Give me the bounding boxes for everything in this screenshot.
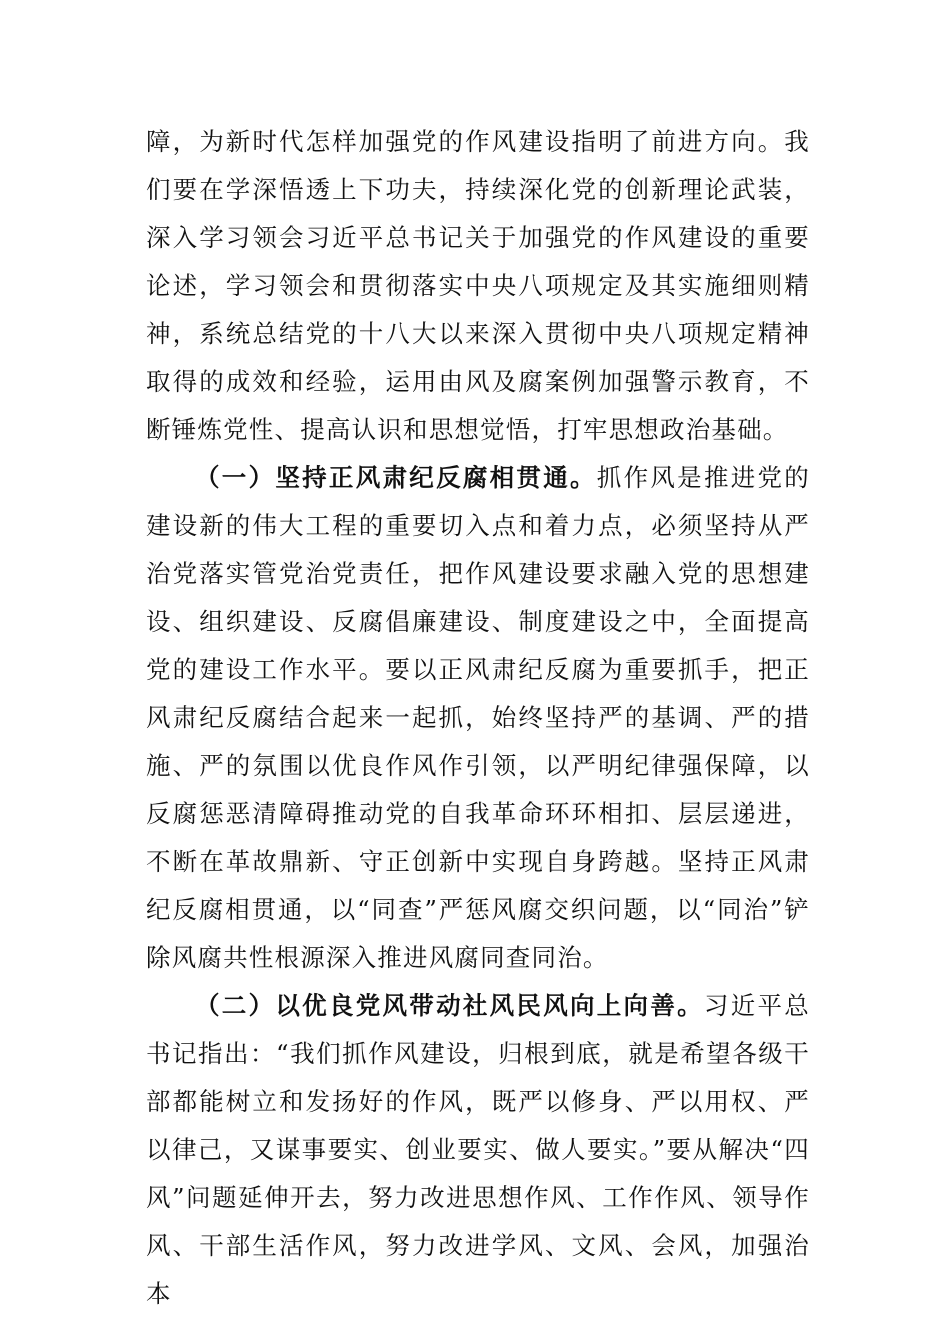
document-body [146,118,810,1318]
paragraph-section-2 [146,982,810,1318]
section-1-heading: （一）坚持正风肃纪反腐相贯通。 [195,463,597,492]
section-1-text: 抓作风是推进党的建设新的伟大工程的重要切入点和着力点，必须坚持从严治党落实管党治党责任，把作风建设要求融入党的思想建设、组织建设、反腐倡廉建设、制度建设之中，全面提高党的建设工作水平。要以正风肃纪反腐为重要抓手，把正风肃纪反腐结合起来一起抓，始终坚持严的基调、严的措施、严的氛围以优良作风作引领，以严明纪律强保障，以反腐惩恶清障碍推动党的自我革命环环相扣、层层递进，不断在革故鼎新、守正创新中实现自身跨越。坚持正风肃纪反腐相贯通，以“同查”严惩风腐交织问题，以“同治”铲除风腐共性根源深入推进风腐同查同治。 [146,463,810,972]
paragraph-section-1 [146,454,810,982]
section-2-text: 习近平总书记指出：“我们抓作风建设，归根到底，就是希望各级干部都能树立和发扬好的作风，既严以修身、严以用权、严以律己，又谋事要实、创业要实、做人要实。”要从解决“四风”问题延伸开去，努力改进思想作风、工作作风、领导作风、干部生活作风，努力改进学风、文风、会风，加强治本 [146,991,810,1308]
paragraph-intro-text: 障，为新时代怎样加强党的作风建设指明了前进方向。我们要在学深悟透上下功夫，持续深化党的创新理论武装，深入学习领会习近平总书记关于加强党的作风建设的重要论述，学习领会和贯彻落实中央八项规定及其实施细则精神，系统总结党的十八大以来深入贯彻中央八项规定精神取得的成效和经验，运用由风及腐案例加强警示教育，不断锤炼党性、提高认识和思想觉悟，打牢思想政治基础。 [146,127,810,444]
section-2-heading: （二）以优良党风带动社风民风向上向善。 [195,991,704,1020]
paragraph-intro [146,118,810,454]
